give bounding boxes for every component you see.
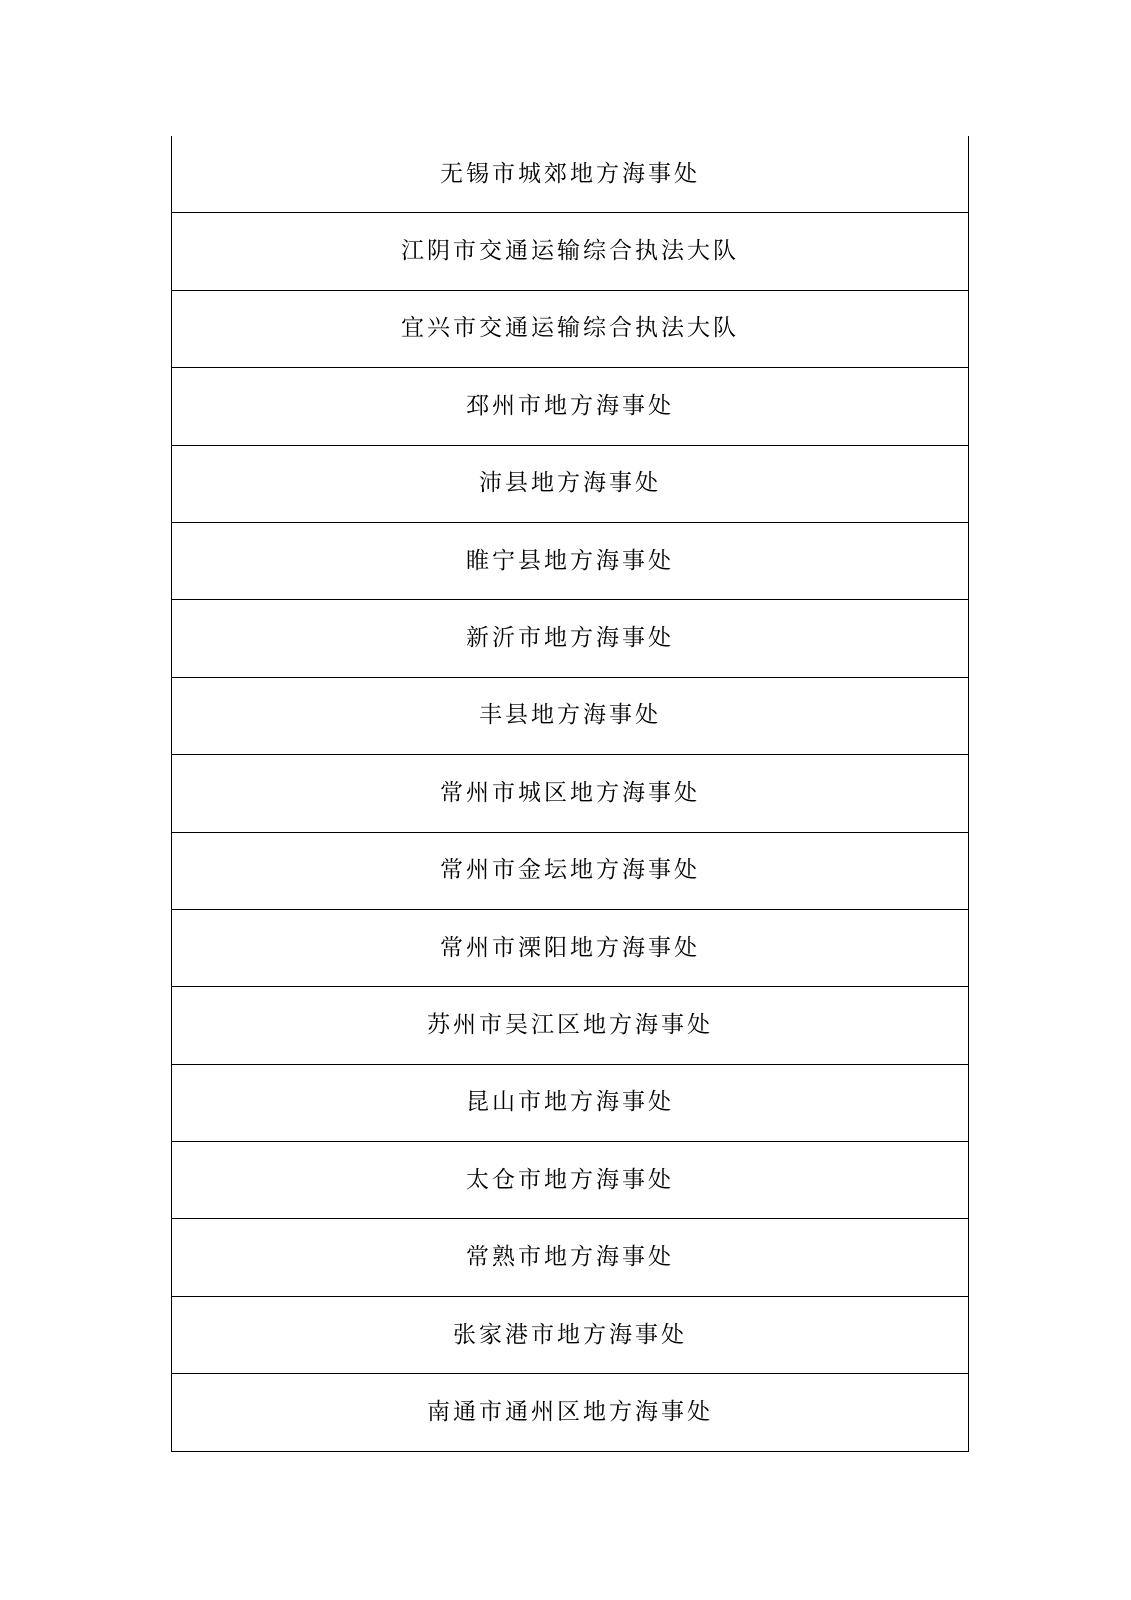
table-row — [172, 910, 968, 987]
table-row — [172, 1297, 968, 1374]
table-row — [172, 523, 968, 600]
table-cell: 邳州市地方海事处 — [466, 392, 674, 419]
table-cell: 宜兴市交通运输综合执法大队 — [401, 315, 739, 342]
table-cell: 张家港市地方海事处 — [453, 1321, 687, 1348]
table-row — [172, 833, 968, 910]
table-cell: 丰县地方海事处 — [479, 702, 661, 729]
table-cell: 常州市金坛地方海事处 — [440, 857, 700, 884]
table-cell: 江阴市交通运输综合执法大队 — [401, 238, 739, 265]
table-cell: 南通市通州区地方海事处 — [427, 1398, 713, 1425]
table-row — [172, 1374, 968, 1451]
table-row — [172, 987, 968, 1064]
table-cell: 常州市溧阳地方海事处 — [440, 934, 700, 961]
table-cell: 睢宁县地方海事处 — [466, 547, 674, 574]
table-row — [172, 1219, 968, 1296]
table-row — [172, 1065, 968, 1142]
table-row — [172, 446, 968, 523]
table-row — [172, 1142, 968, 1219]
table-cell: 新沂市地方海事处 — [466, 625, 674, 652]
table-cell: 常熟市地方海事处 — [466, 1244, 674, 1271]
table-cell: 沛县地方海事处 — [479, 470, 661, 497]
table-row — [172, 213, 968, 290]
table-row — [172, 678, 968, 755]
office-list-table — [171, 136, 969, 1452]
table-row — [172, 291, 968, 368]
table-row — [172, 368, 968, 445]
table-cell: 昆山市地方海事处 — [466, 1089, 674, 1116]
table-cell: 太仓市地方海事处 — [466, 1166, 674, 1193]
table-cell: 无锡市城郊地方海事处 — [440, 160, 700, 187]
table-cell: 苏州市吴江区地方海事处 — [427, 1011, 713, 1038]
table-row — [172, 600, 968, 677]
table-cell: 常州市城区地方海事处 — [440, 779, 700, 806]
table-row — [172, 136, 968, 213]
table-row — [172, 755, 968, 832]
